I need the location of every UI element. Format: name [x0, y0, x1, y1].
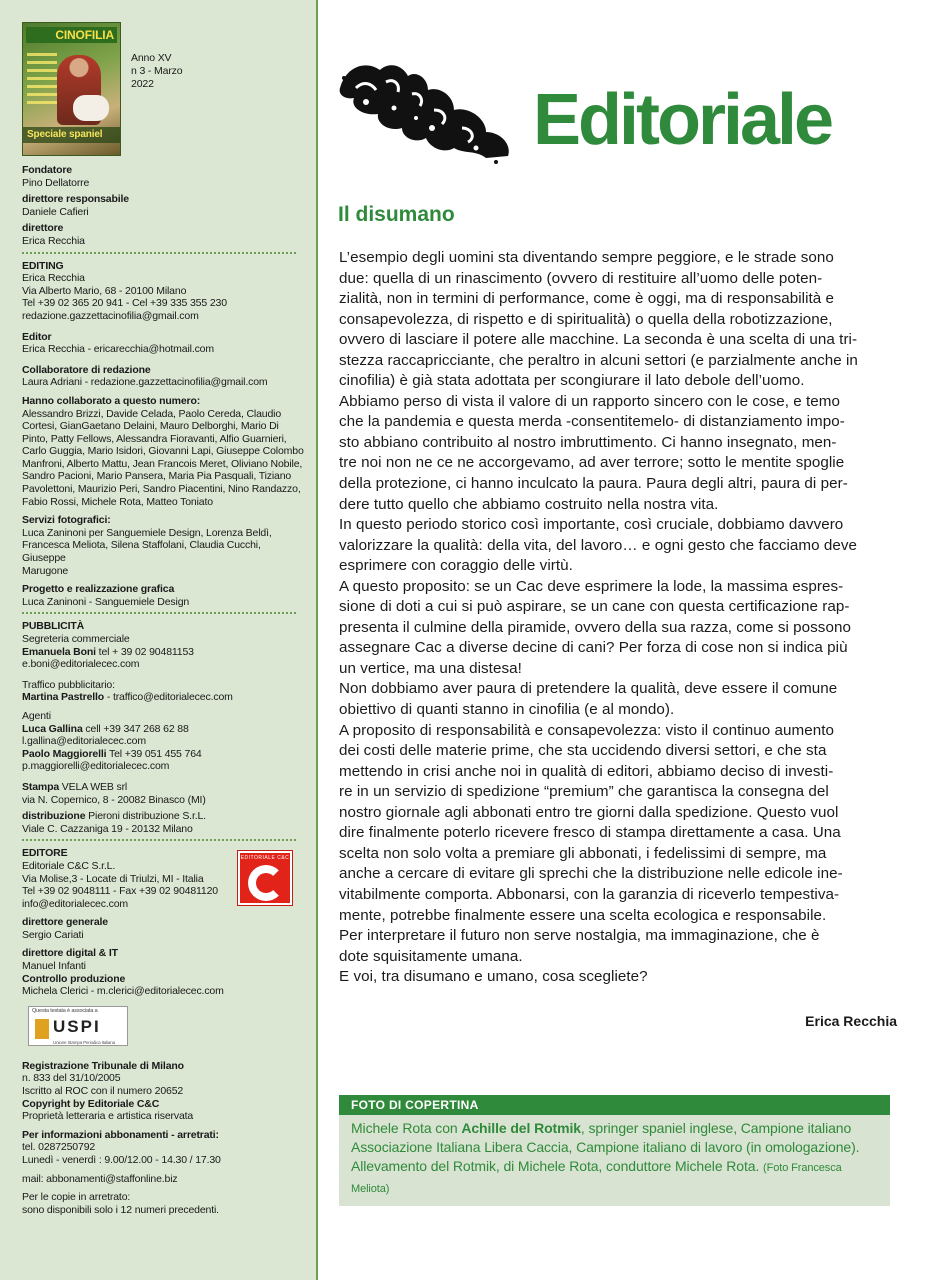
body-line: A questo proposito: se un Cac deve esprimere la lode, la massima espres- — [339, 577, 844, 595]
cover-masthead: CINOFILIA — [26, 27, 117, 43]
digital-value: Manuel Infanti — [22, 960, 86, 973]
ads-maggiorelli: Paolo Maggiorelli Tel +39 051 455 764 — [22, 747, 202, 760]
body-line: A proposito di responsabilità e consapevolezza: visto il continuo aumento — [339, 721, 835, 739]
direttore-value: Erica Recchia — [22, 234, 85, 247]
body-line: mettendo in crisi anche noi in qualità di editori, abbiamo deciso di investi- — [339, 762, 834, 780]
contrib-line: Alessandro Brizzi, Davide Celada, Paolo Cereda, Claudio — [22, 407, 282, 420]
body-line: Per interpretare il futuro non serve nostalgia, ma immaginazione, che è — [339, 927, 820, 945]
body-line: esprimere con coraggio delle virtù. — [339, 557, 573, 575]
body-line: assegnare Cac a diverse decine di cani? Per forza di cose non si indica più — [339, 639, 848, 657]
ads-agenti: Agenti — [22, 709, 51, 722]
dir-resp-value: Daniele Cafieri — [22, 205, 89, 218]
fondatore-value: Pino Dellatorre — [22, 176, 90, 189]
article-body — [339, 248, 899, 988]
section-masthead: Editoriale — [533, 80, 832, 160]
photo-credit: (Foto Francesca Meliota) — [351, 1162, 842, 1195]
body-line: In questo periodo storico così importante, così cruciale, dobbiamo davvero — [339, 516, 844, 534]
contrib-line: Cortesi, GianGaetano Delaini, Mauro Delborghi, Mario Di — [22, 420, 279, 433]
dir-resp-label: direttore responsabile — [22, 193, 129, 206]
body-line: vitabilmente comporta. Abbonarsi, con la garanzia di riceverlo tempestiva- — [339, 885, 840, 903]
ads-maggiorelli-mail: p.maggiorelli@editorialecec.com — [22, 760, 170, 773]
dog-name: Achille del Rotmik — [461, 1120, 581, 1136]
body-line: un vertice, ma una distesa! — [339, 659, 522, 677]
photo-line: Luca Zaninoni per Sanguemiele Design, Lorenza Beldì, — [22, 526, 272, 539]
editing-line: redazione.gazzettacinofilia@gmail.com — [22, 309, 199, 322]
stampa: Stampa VELA WEB srl — [22, 780, 128, 793]
body-line: L’esempio degli uomini sta diventando sempre peggiore, e le strade sono — [339, 249, 834, 266]
body-line: anche a cercare di evitare gli sprechi che la distribuzione nelle edicole ine- — [339, 865, 843, 883]
editing-line: Tel +39 02 365 20 941 - Cel +39 335 355 230 — [22, 297, 227, 310]
dg-label: direttore generale — [22, 916, 108, 929]
body-line: scelta non solo volta a premiare gli abbonati, i fedelissimi di sempre, ma — [339, 844, 827, 862]
body-line: stezza raccapricciante, che peraltro in alcuni settori (e parzialmente anche in — [339, 351, 858, 369]
fondatore-label: Fondatore — [22, 164, 72, 176]
contrib-line: Fabio Rossi, Michele Rota, Matteo Toniato — [22, 495, 213, 508]
info-label: Per informazioni abbonamenti - arretrati: — [22, 1128, 219, 1141]
body-line: tre noi non ne ce ne accorgevamo, ad aver terrore; sotto le mentite spoglie — [339, 454, 845, 472]
cover-photo-box — [339, 1095, 890, 1206]
masthead-sidebar — [0, 0, 318, 1280]
body-line: re in un servizio di spedizione “premium” che garantisca la consegna del — [339, 783, 829, 801]
subscription-mail: mail: abbonamenti@staffonline.biz — [22, 1172, 178, 1185]
issue-year: Anno XV — [131, 52, 172, 64]
publisher-label: EDITORE — [22, 847, 68, 860]
ads-gallina-mail: l.gallina@editorialecec.com — [22, 735, 146, 748]
editing-line: Erica Recchia — [22, 272, 85, 285]
editing-line: Via Alberto Mario, 68 - 20100 Milano — [22, 284, 187, 297]
stampa-addr: via N. Copernico, 8 - 20082 Binasco (MI) — [22, 793, 206, 806]
reg-line: Iscritto al ROC con il numero 20652 — [22, 1085, 184, 1098]
author-signature: Erica Recchia — [805, 1013, 897, 1029]
contrib-line: Manfroni, Alberto Mattu, Jean Francois Meret, Oliviano Nobile, — [22, 457, 303, 470]
uspi-badge: Questa testata è associata a USPI Unione Stampa Periodica Italiana — [28, 1006, 128, 1046]
issue-yr: 2022 — [131, 78, 154, 90]
article-title: Il disumano — [338, 203, 455, 226]
cover-thumbnail — [22, 22, 121, 156]
ads-segreteria: Segreteria commerciale — [22, 633, 130, 645]
ads-boni-mail: e.boni@editorialecec.com — [22, 658, 140, 671]
body-line: della protezione, ci hanno inculcato la paura. Paura degli altri, paura di per- — [339, 475, 848, 493]
cover-dog-image — [73, 95, 109, 121]
ads-gallina: Luca Gallina cell +39 347 268 62 88 — [22, 722, 189, 735]
contrib-line: Sandro Pacioni, Mario Pansera, Maria Pia Pasquali, Tiziano — [22, 470, 292, 483]
editing-label: EDITING — [22, 259, 64, 272]
publisher-line: Tel +39 02 9048111 - Fax +39 02 90481120 — [22, 885, 218, 898]
body-line: ovvero di lasciare il potere alle macchine. La seconda è una scelta di una tri- — [339, 331, 858, 349]
contrib-label: Hanno collaborato a questo numero: — [22, 394, 201, 407]
reg-line: n. 833 del 31/10/2005 — [22, 1072, 121, 1085]
ads-traffico-label: Traffico pubblicitario: — [22, 678, 115, 691]
cover-photo-heading: FOTO DI COPERTINA — [339, 1095, 890, 1115]
issue-header — [22, 22, 306, 156]
info-line: Lunedì - venerdì : 9.00/12.00 - 14.30 / 17.30 — [22, 1154, 221, 1166]
body-line: dote squisitamente umana. — [339, 947, 523, 965]
contrib-line: Carlo Guggia, Mario Isidori, Giovanni Lapi, Giuseppe Colombo — [22, 445, 304, 458]
body-line: presenta il culmine della piramide, ovvero della sua razza, come si possono — [339, 618, 851, 636]
body-line: Abbiamo perso di vista il valore di un rapporto sincero con le cose, e temo — [339, 392, 840, 410]
prod-value: Michela Clerici - m.clerici@editorialecec.com — [22, 985, 224, 998]
body-line: sto abbiano contribuito al nostro imbruttimento. Ci hanno insegnato, men- — [339, 433, 837, 451]
body-line: sione di doti a cui si può aspirare, se un cane con questa certificazione rap- — [339, 598, 850, 616]
copy-label: Copyright by Editoriale C&C — [22, 1097, 160, 1110]
dg-value: Sergio Cariati — [22, 928, 84, 941]
contrib-line: Pinto, Patty Fellows, Alessandra Fioravanti, Alfio Guarnieri, — [22, 432, 287, 445]
body-line: dire finalmente poterlo ricevere fresco di stampa direttamente a casa. Una — [339, 824, 841, 842]
contrib-line: Pavolettoni, Maurizio Peri, Sandro Piacentini, Nino Randazzo, — [22, 483, 301, 496]
body-line: Non dobbiamo aver paura di pretendere la qualità, deve essere il comune — [339, 680, 838, 698]
publisher-line: Via Molise,3 - Locate di Triulzi, MI - Italia — [22, 872, 204, 885]
ink-splash-illustration — [336, 58, 514, 166]
collab-value: Laura Adriani - redazione.gazzettacinofilia@gmail.com — [22, 376, 268, 389]
body-line: dere tutto quello che abbiamo costruito nella nostra vita. — [339, 495, 719, 513]
distrib-addr: Viale C. Cazzaniga 19 - 20132 Milano — [22, 822, 193, 835]
distrib: distribuzione Pieroni distribuzione S.r.L. — [22, 810, 206, 823]
publisher-block — [22, 847, 306, 910]
photo-label: Servizi fotografici: — [22, 514, 111, 527]
body-line: nostro giornale agli abbonati entro tre giorni dalla spedizione. Questo vuol — [339, 803, 839, 821]
divider — [22, 252, 296, 254]
design-label: Progetto e realizzazione grafica — [22, 583, 175, 596]
cover-headlines — [27, 53, 57, 109]
cover-band: Speciale spaniel — [23, 127, 120, 143]
digital-label: direttore digital & IT — [22, 947, 118, 960]
copy-value: Proprietà letteraria e artistica riservata — [22, 1110, 194, 1123]
body-line: zialità, non in termini di performance, come è oggi, ma di responsabilità e — [339, 290, 835, 308]
publisher-logo: EDITORIALE C&C — [238, 851, 292, 905]
editor-label: Editor — [22, 330, 52, 343]
body-line: due: quella di un rinascimento (ovvero di restituire all’uomo delle poten- — [339, 269, 823, 287]
divider — [22, 612, 296, 614]
photo-line: Francesca Meliota, Silena Staffolani, Claudia Cucchi, Giuseppe — [22, 539, 261, 565]
body-line: cinofilia) è già stata adottata per scongiurare il lato debole dell’uomo. — [339, 372, 805, 390]
ads-label: PUBBLICITÀ — [22, 620, 85, 633]
copies-line: Per le copie in arretrato: — [22, 1191, 131, 1204]
collab-label: Collaboratore di redazione — [22, 363, 151, 376]
body-line: che la pandemia e questa merda -consentitemelo- di distanziamento impo- — [339, 413, 845, 431]
editor-value: Erica Recchia - ericarecchia@hotmail.com — [22, 343, 214, 356]
design-value: Luca Zaninoni - Sanguemiele Design — [22, 595, 190, 608]
ads-traffico: Martina Pastrello - traffico@editorialecec.com — [22, 691, 233, 704]
divider — [22, 839, 296, 841]
body-line: obiettivo di quanti stanno in cinofilia (e al mondo). — [339, 701, 675, 719]
reg-label: Registrazione Tribunale di Milano — [22, 1059, 184, 1072]
publisher-line: Editoriale C&C S.r.L. — [22, 859, 116, 872]
body-line: valorizzare la qualità: della vita, del lavoro… e ogni gesto che facciamo deve — [339, 536, 858, 554]
body-line: mente, potrebbe finalmente essere una scelta ecologica e responsabile. — [339, 906, 827, 924]
body-line: consapevolezza, di rispetto e di spiritualità) o quella della robotizzazione, — [339, 310, 833, 328]
direttore-label: direttore — [22, 222, 64, 235]
publisher-line: info@editorialecec.com — [22, 897, 128, 910]
photo-line: Marugone — [22, 564, 69, 577]
copies-line: sono disponibili solo i 12 numeri precedenti. — [22, 1203, 219, 1216]
info-line: tel. 0287250792 — [22, 1141, 96, 1154]
body-line: E voi, tra disumano e umano, cosa scegliete? — [339, 968, 648, 986]
issue-info — [131, 22, 182, 156]
cover-photo-caption: Michele Rota con Achille del Rotmik, springer spaniel inglese, Campione italiano Associazione Italiana Libera Caccia, Campione italiano di lavoro (in omologazione). Allevamento del Rotmik, di Michele Rota, conduttore Michele Rota. (Foto Francesca Meliota) — [351, 1120, 860, 1195]
body-line: dei costi delle materie prime, che sta uccidendo diversi settori, e che sta — [339, 742, 827, 760]
ads-boni: Emanuela Boni tel + 39 02 90481153 — [22, 645, 194, 658]
prod-label: Controllo produzione — [22, 972, 126, 985]
issue-number: n 3 - Marzo — [131, 65, 183, 77]
